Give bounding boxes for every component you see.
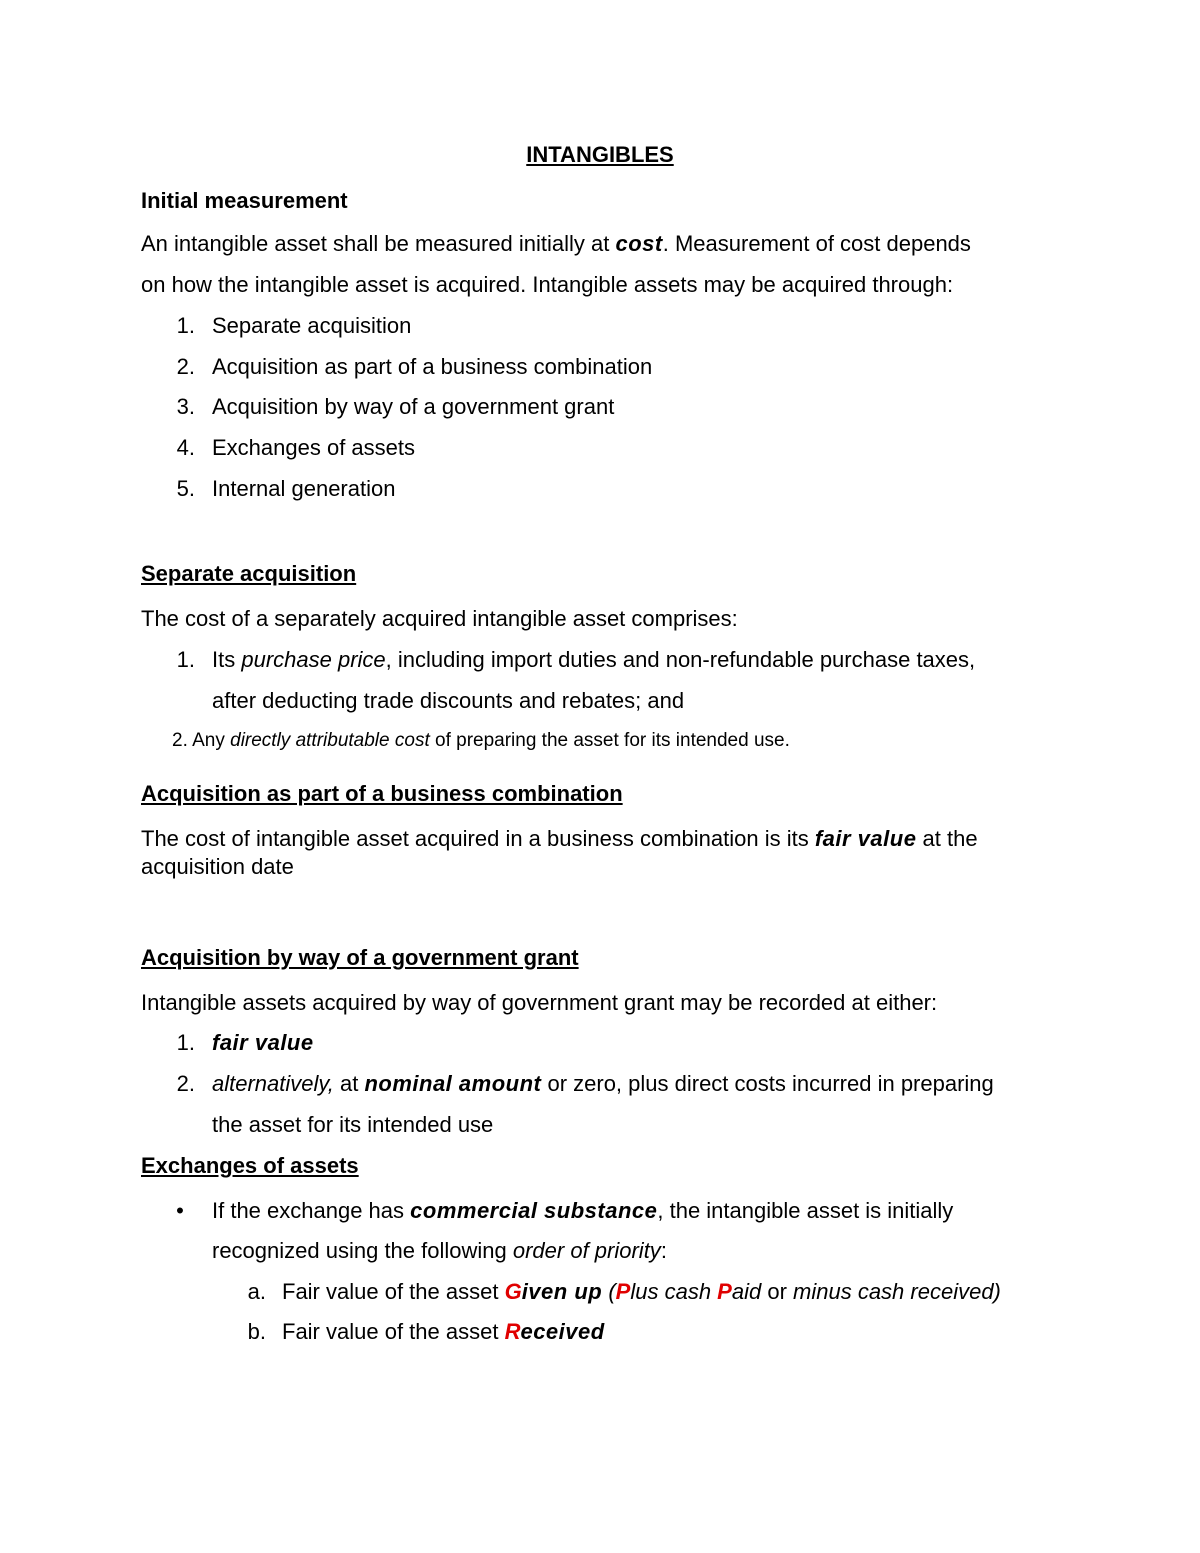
text-span: The cost of intangible asset acquired in a business combination is its <box>141 826 815 851</box>
list-number: 2. <box>172 730 188 751</box>
list-number: 5. <box>176 476 195 501</box>
text-span: Its <box>212 647 242 672</box>
section-heading-separate-acquisition: Separate acquisition <box>141 561 357 586</box>
list-number: 2. <box>176 354 195 379</box>
emphasis-given-up: iven up <box>521 1279 603 1304</box>
text-span: . Measurement of cost depends <box>662 231 971 256</box>
list-number: 4. <box>176 435 195 460</box>
highlight-letter: R <box>504 1319 521 1344</box>
text-span: or zero, plus direct costs incurred in preparing <box>541 1071 994 1096</box>
text-span: at <box>333 1071 365 1096</box>
list-item: Acquisition by way of a government grant <box>212 394 615 419</box>
list-number: 3. <box>176 394 195 419</box>
section-heading-exchanges: Exchanges of assets <box>141 1153 359 1178</box>
text-span: aid <box>731 1279 762 1304</box>
emphasis-commercial-substance: commercial substance <box>410 1198 658 1223</box>
section-heading-business-combination: Acquisition as part of a business combination <box>141 781 623 806</box>
text-span: Fair value of the asset <box>282 1279 505 1304</box>
text-span: , the intangible asset is initially <box>657 1198 954 1223</box>
text-span: If the exchange has <box>212 1198 411 1223</box>
emphasis-cost: cost <box>615 231 663 256</box>
emphasis-order-of-priority: order of priority <box>512 1238 661 1263</box>
text-span: Any <box>192 730 231 751</box>
text-span: : <box>660 1238 667 1263</box>
text-span: Fair value of the asset <box>282 1319 505 1344</box>
section-heading-government-grant: Acquisition by way of a government grant <box>141 945 579 970</box>
business-paragraph-line2: acquisition date <box>141 854 294 879</box>
text-span: ( <box>602 1279 616 1304</box>
highlight-letter: P <box>615 1279 631 1304</box>
emphasis-fair-value: fair value <box>814 826 917 851</box>
emphasis-alternatively: alternatively, <box>212 1071 334 1096</box>
list-number: 1. <box>176 313 195 338</box>
list-item: Exchanges of assets <box>212 435 416 460</box>
list-number: 1. <box>176 1030 195 1055</box>
grant-intro: Intangible assets acquired by way of government grant may be recorded at either: <box>141 990 938 1015</box>
list-item <box>212 1070 994 1098</box>
highlight-letter: P <box>717 1279 732 1304</box>
emphasis-purchase-price: purchase price <box>241 647 386 672</box>
text-span: minus cash received) <box>793 1279 1001 1304</box>
emphasis-nominal-amount: nominal amount <box>364 1071 542 1096</box>
list-number: 1. <box>176 647 195 672</box>
bullet-icon: • <box>176 1198 184 1223</box>
list-item-continuation: after deducting trade discounts and rebates; and <box>212 688 685 713</box>
list-number: 2. <box>176 1071 195 1096</box>
list-item: Separate acquisition <box>212 313 412 338</box>
text-span: at the <box>916 826 978 851</box>
section-heading-initial-measurement: Initial measurement <box>141 188 348 213</box>
text-span: An intangible asset shall be measured initially at <box>141 231 616 256</box>
list-item-continuation <box>212 1237 667 1265</box>
page-title: INTANGIBLES <box>526 142 674 167</box>
list-item: Acquisition as part of a business combination <box>212 354 653 379</box>
text-span: of preparing the asset for its intended use. <box>429 730 790 751</box>
list-item-continuation: the asset for its intended use <box>212 1112 494 1137</box>
initial-paragraph-line1 <box>141 230 971 258</box>
list-item <box>172 727 790 755</box>
text-span: lus cash <box>630 1279 718 1304</box>
initial-paragraph-line2: on how the intangible asset is acquired. Intangible assets may be acquired through: <box>141 272 954 297</box>
list-letter: b. <box>247 1319 266 1344</box>
highlight-letter: G <box>504 1279 522 1304</box>
emphasis-directly-attributable-cost: directly attributable cost <box>230 730 430 751</box>
business-paragraph-line1 <box>141 825 978 853</box>
separate-intro: The cost of a separately acquired intangible asset comprises: <box>141 606 738 631</box>
sub-list-item <box>282 1318 605 1346</box>
emphasis-received: eceived <box>520 1319 605 1344</box>
list-item <box>212 646 975 674</box>
list-item: Internal generation <box>212 476 396 501</box>
text-span: , including import duties and non-refundable purchase taxes, <box>385 647 976 672</box>
list-item-fair-value: fair value <box>212 1030 314 1055</box>
list-letter: a. <box>247 1279 266 1304</box>
text-span: or <box>761 1279 794 1304</box>
text-span: recognized using the following <box>212 1238 513 1263</box>
sub-list-item <box>282 1278 1001 1306</box>
list-item <box>212 1197 953 1225</box>
